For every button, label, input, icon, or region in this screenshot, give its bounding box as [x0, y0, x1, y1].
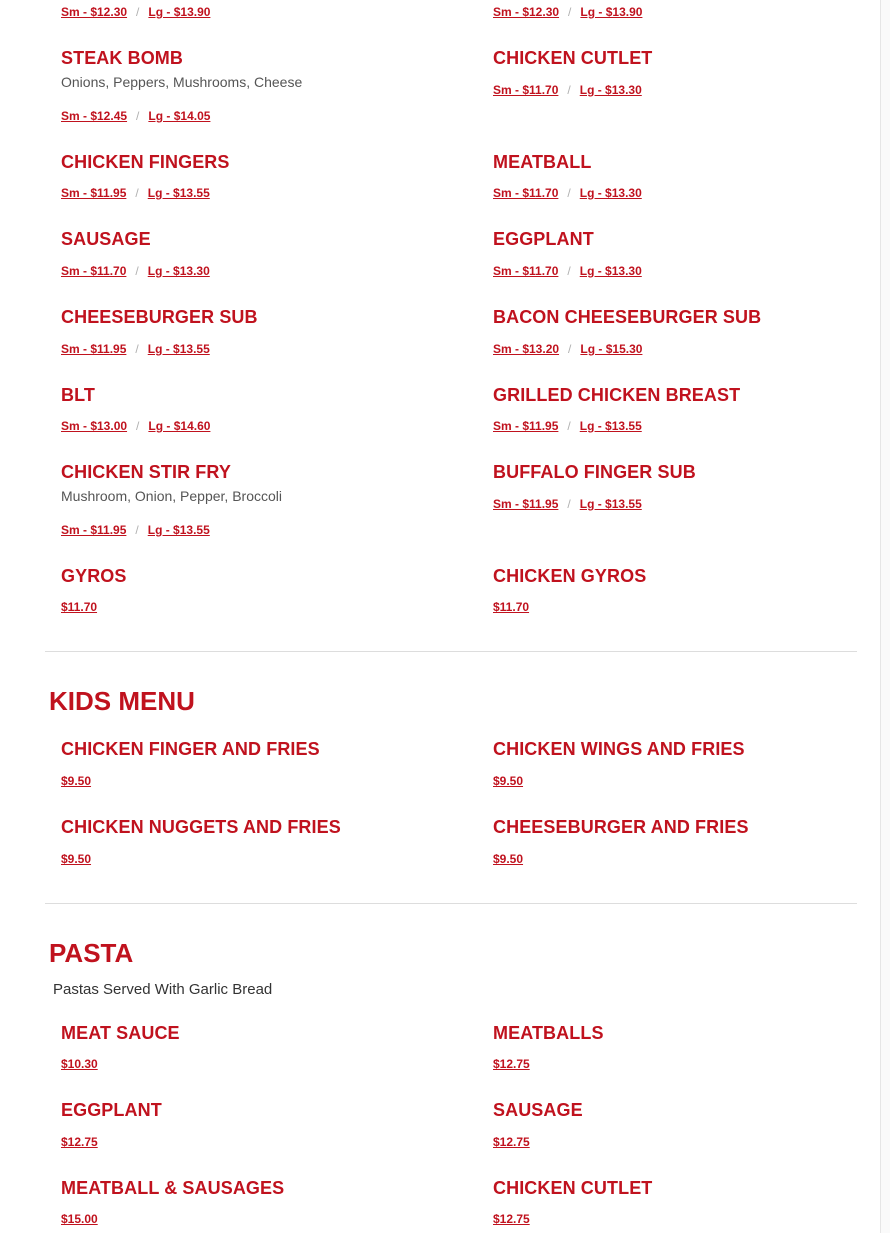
item-name: EGGPLANT: [61, 1100, 162, 1120]
price-separator: /: [567, 186, 571, 200]
small-price-link[interactable]: Sm - $11.70: [493, 83, 559, 97]
price-link[interactable]: $12.75: [493, 1212, 530, 1226]
item-name: CHICKEN CUTLET: [493, 48, 653, 68]
item-name: CHICKEN FINGERS: [61, 152, 230, 172]
item-name: CHEESEBURGER SUB: [61, 307, 258, 327]
section-divider: [45, 651, 857, 652]
price-row: [493, 774, 523, 788]
price-row: [61, 186, 210, 200]
price-separator: /: [568, 342, 572, 356]
price-row: [493, 1212, 530, 1226]
price-separator: /: [136, 5, 140, 19]
small-price-link[interactable]: Sm - $11.95: [493, 419, 559, 433]
large-price-link[interactable]: Lg - $13.55: [147, 186, 210, 200]
price-separator: /: [567, 497, 571, 511]
price-link[interactable]: $9.50: [493, 774, 524, 788]
small-price-link[interactable]: Sm - $12.30: [493, 5, 560, 19]
item-name: BACON CHEESEBURGER SUB: [493, 307, 762, 327]
large-price-link[interactable]: Lg - $13.55: [147, 342, 210, 356]
item-name: BUFFALO FINGER SUB: [493, 462, 696, 482]
price-row: [493, 186, 642, 200]
small-price-link[interactable]: Sm - $11.95: [61, 186, 127, 200]
price-row: [61, 523, 210, 537]
price-row: [493, 83, 642, 97]
large-price-link[interactable]: Lg - $15.30: [580, 342, 643, 356]
small-price-link[interactable]: Sm - $13.00: [61, 419, 128, 433]
price-row: [61, 1212, 98, 1226]
price-row: [61, 1057, 98, 1071]
price-row: [61, 5, 210, 19]
price-separator: /: [135, 186, 139, 200]
item-name: CHEESEBURGER AND FRIES: [493, 817, 749, 837]
small-price-link[interactable]: Sm - $12.30: [61, 5, 128, 19]
price-row: [61, 264, 210, 278]
price-row: [61, 109, 210, 123]
price-separator: /: [135, 342, 139, 356]
item-name: CHICKEN WINGS AND FRIES: [493, 739, 745, 759]
price-row: [61, 600, 97, 614]
large-price-link[interactable]: Lg - $13.30: [147, 264, 210, 278]
small-price-link[interactable]: Sm - $11.95: [61, 342, 127, 356]
price-row: [61, 342, 210, 356]
item-description: Mushroom, Onion, Pepper, Broccoli: [61, 488, 282, 504]
price-link[interactable]: $9.50: [61, 852, 92, 866]
price-row: [493, 342, 642, 356]
price-row: [61, 852, 91, 866]
price-row: [493, 852, 523, 866]
price-separator: /: [567, 83, 571, 97]
price-row: [493, 264, 642, 278]
item-name: SAUSAGE: [61, 229, 151, 249]
price-row: [493, 1057, 530, 1071]
page-right-edge: [880, 0, 890, 1233]
price-link[interactable]: $9.50: [493, 852, 524, 866]
item-description: Onions, Peppers, Mushrooms, Cheese: [61, 74, 303, 90]
small-price-link[interactable]: Sm - $11.70: [493, 264, 559, 278]
price-link[interactable]: $12.75: [61, 1135, 98, 1149]
small-price-link[interactable]: Sm - $11.95: [493, 497, 559, 511]
price-row: [493, 419, 642, 433]
price-link[interactable]: $12.75: [493, 1057, 530, 1071]
small-price-link[interactable]: Sm - $11.70: [61, 264, 127, 278]
item-name: MEATBALL: [493, 152, 592, 172]
section-title-pasta: PASTA: [49, 938, 134, 968]
section-note: Pastas Served With Garlic Bread: [53, 981, 273, 998]
large-price-link[interactable]: Lg - $14.05: [148, 109, 211, 123]
price-link[interactable]: $12.75: [493, 1135, 530, 1149]
price-link[interactable]: $11.70: [61, 600, 98, 614]
price-link[interactable]: $15.00: [61, 1212, 98, 1226]
small-price-link[interactable]: Sm - $12.45: [61, 109, 128, 123]
section-divider: [45, 903, 857, 904]
large-price-link[interactable]: Lg - $13.30: [579, 83, 642, 97]
item-name: MEATBALLS: [493, 1023, 604, 1043]
price-link[interactable]: $11.70: [493, 600, 530, 614]
price-row: [61, 1135, 98, 1149]
price-row: [61, 419, 210, 433]
price-row: [493, 1135, 530, 1149]
small-price-link[interactable]: Sm - $13.20: [493, 342, 560, 356]
price-separator: /: [136, 109, 140, 123]
item-name: CHICKEN NUGGETS AND FRIES: [61, 817, 341, 837]
price-separator: /: [135, 523, 139, 537]
item-name: GRILLED CHICKEN BREAST: [493, 385, 741, 405]
large-price-link[interactable]: Lg - $13.30: [579, 264, 642, 278]
price-separator: /: [567, 419, 571, 433]
item-name: EGGPLANT: [493, 229, 594, 249]
price-separator: /: [568, 5, 572, 19]
item-name: CHICKEN STIR FRY: [61, 462, 231, 482]
large-price-link[interactable]: Lg - $13.55: [579, 419, 642, 433]
price-link[interactable]: $10.30: [61, 1057, 98, 1071]
large-price-link[interactable]: Lg - $13.55: [147, 523, 210, 537]
price-row: [493, 5, 642, 19]
price-row: [493, 600, 529, 614]
price-row: [61, 774, 91, 788]
small-price-link[interactable]: Sm - $11.70: [493, 186, 559, 200]
item-name: CHICKEN GYROS: [493, 566, 647, 586]
item-name: STEAK BOMB: [61, 48, 183, 68]
item-name: BLT: [61, 385, 95, 405]
large-price-link[interactable]: Lg - $14.60: [148, 419, 211, 433]
price-separator: /: [567, 264, 571, 278]
item-name: SAUSAGE: [493, 1100, 583, 1120]
large-price-link[interactable]: Lg - $13.55: [579, 497, 642, 511]
price-separator: /: [135, 264, 139, 278]
item-name: MEATBALL & SAUSAGES: [61, 1178, 285, 1198]
large-price-link[interactable]: Lg - $13.30: [579, 186, 642, 200]
section-title-kids-menu: KIDS MENU: [49, 686, 195, 716]
small-price-link[interactable]: Sm - $11.95: [61, 523, 127, 537]
item-name: MEAT SAUCE: [61, 1023, 180, 1043]
price-separator: /: [136, 419, 140, 433]
item-name: GYROS: [61, 566, 127, 586]
item-name: CHICKEN CUTLET: [493, 1178, 653, 1198]
price-link[interactable]: $9.50: [61, 774, 92, 788]
item-name: CHICKEN FINGER AND FRIES: [61, 739, 320, 759]
price-row: [493, 497, 642, 511]
large-price-link[interactable]: Lg - $13.90: [580, 5, 643, 19]
large-price-link[interactable]: Lg - $13.90: [148, 5, 211, 19]
